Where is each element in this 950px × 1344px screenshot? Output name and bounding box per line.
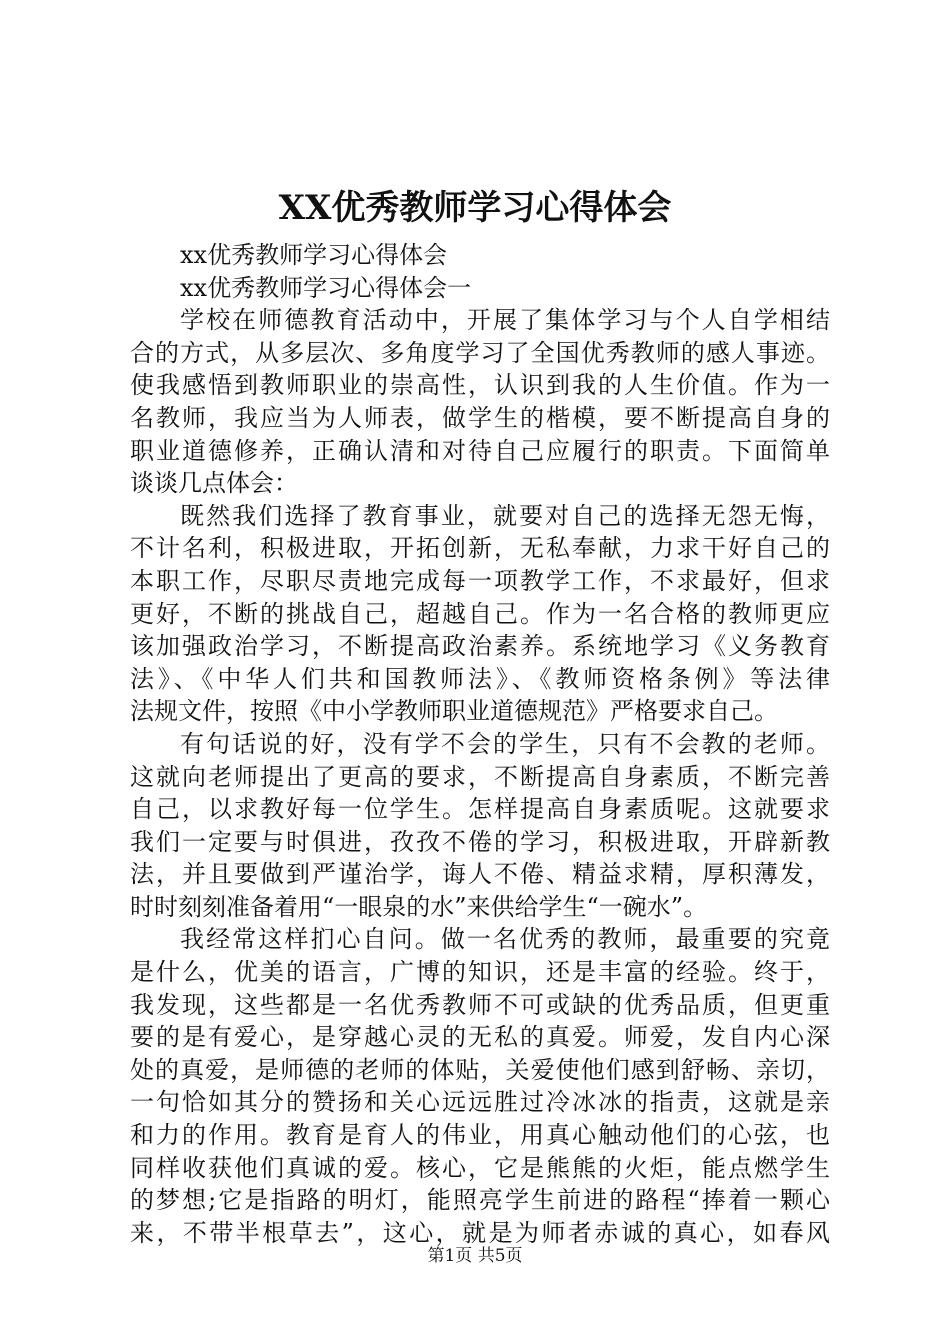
body-line: 时时刻刻准备着用“一眼泉的水”来供给学生“一碗水”。 xyxy=(130,892,708,921)
body-line: 职业道德修养，正确认清和对待自己应履行的职责。下面简单 xyxy=(130,436,830,465)
body-line: xx优秀教师学习心得体会一 xyxy=(180,273,472,302)
body-line: 该加强政治学习，不断提高政治素养。系统地学习《义务教育 xyxy=(130,632,830,661)
body-line: 法》、《中华人们共和国教师法》、《教师资格条例》等法律 xyxy=(130,664,830,693)
body-line: 来，不带半根草去”，这心，就是为师者赤诚的真心，如春风 xyxy=(130,1218,830,1247)
body-line: 不计名利，积极进取，开拓创新，无私奉献，力求干好自己的 xyxy=(130,534,830,563)
body-line: 的梦想;它是指路的明灯，能照亮学生前进的路程“捧着一颗心 xyxy=(130,1186,830,1215)
body-line: 这就向老师提出了更高的要求，不断提高自身素质，不断完善 xyxy=(130,762,830,791)
document-title: XX优秀教师学习心得体会 xyxy=(278,188,672,228)
body-line: 要的是有爱心，是穿越心灵的无私的真爱。师爱，发自内心深 xyxy=(130,1023,830,1052)
body-line: 法规文件，按照《中小学教师职业道德规范》严格要求自己。 xyxy=(130,697,778,726)
body-line: 使我感悟到教师职业的崇高性，认识到我的人生价值。作为一 xyxy=(130,371,830,400)
body-line: 我经常这样扪心自问。做一名优秀的教师，最重要的究竟 xyxy=(180,925,830,954)
body-line: 学校在师德教育活动中，开展了集体学习与个人自学相结 xyxy=(180,306,830,335)
body-line: 有句话说的好，没有学不会的学生，只有不会教的老师。 xyxy=(180,729,830,758)
body-line: 我们一定要与时俱进，孜孜不倦的学习，积极进取，开辟新教 xyxy=(130,827,830,856)
body-line: 和力的作用。教育是育人的伟业，用真心触动他们的心弦，也 xyxy=(130,1121,830,1150)
body-line: 谈谈几点体会： xyxy=(130,469,298,498)
body-line: 本职工作，尽职尽责地完成每一项教学工作，不求最好，但求 xyxy=(130,566,830,595)
page-footer: 第1页 共5页 xyxy=(427,1246,523,1266)
body-line: 处的真爱，是师德的老师的体贴，关爱使他们感到舒畅、亲切， xyxy=(130,1055,830,1084)
body-line: 一句恰如其分的赞扬和关心远远胜过冷冰冰的指责，这就是亲 xyxy=(130,1088,830,1117)
body-line: 法，并且要做到严谨治学，诲人不倦、精益求精，厚积薄发， xyxy=(130,860,830,889)
body-line: 更好，不断的挑战自己，超越自己。作为一名合格的教师更应 xyxy=(130,599,830,628)
body-line: 合的方式，从多层次、多角度学习了全国优秀教师的感人事迹。 xyxy=(130,338,830,367)
body-line: 是什么，优美的语言，广博的知识，还是丰富的经验。终于， xyxy=(130,958,830,987)
body-line: xx优秀教师学习心得体会 xyxy=(180,241,448,269)
body-line: 同样收获他们真诚的爱。核心，它是熊熊的火炬，能点燃学生 xyxy=(130,1153,830,1182)
body-line: 既然我们选择了教育事业，就要对自己的选择无怨无悔， xyxy=(180,501,830,530)
body-line: 名教师，我应当为人师表，做学生的楷模，要不断提高自身的 xyxy=(130,403,830,432)
document-body xyxy=(130,239,830,1249)
body-line: 我发现，这些都是一名优秀教师不可或缺的优秀品质，但更重 xyxy=(130,990,830,1019)
body-line: 自己，以求教好每一位学生。怎样提高自身素质呢。这就要求 xyxy=(130,795,830,824)
